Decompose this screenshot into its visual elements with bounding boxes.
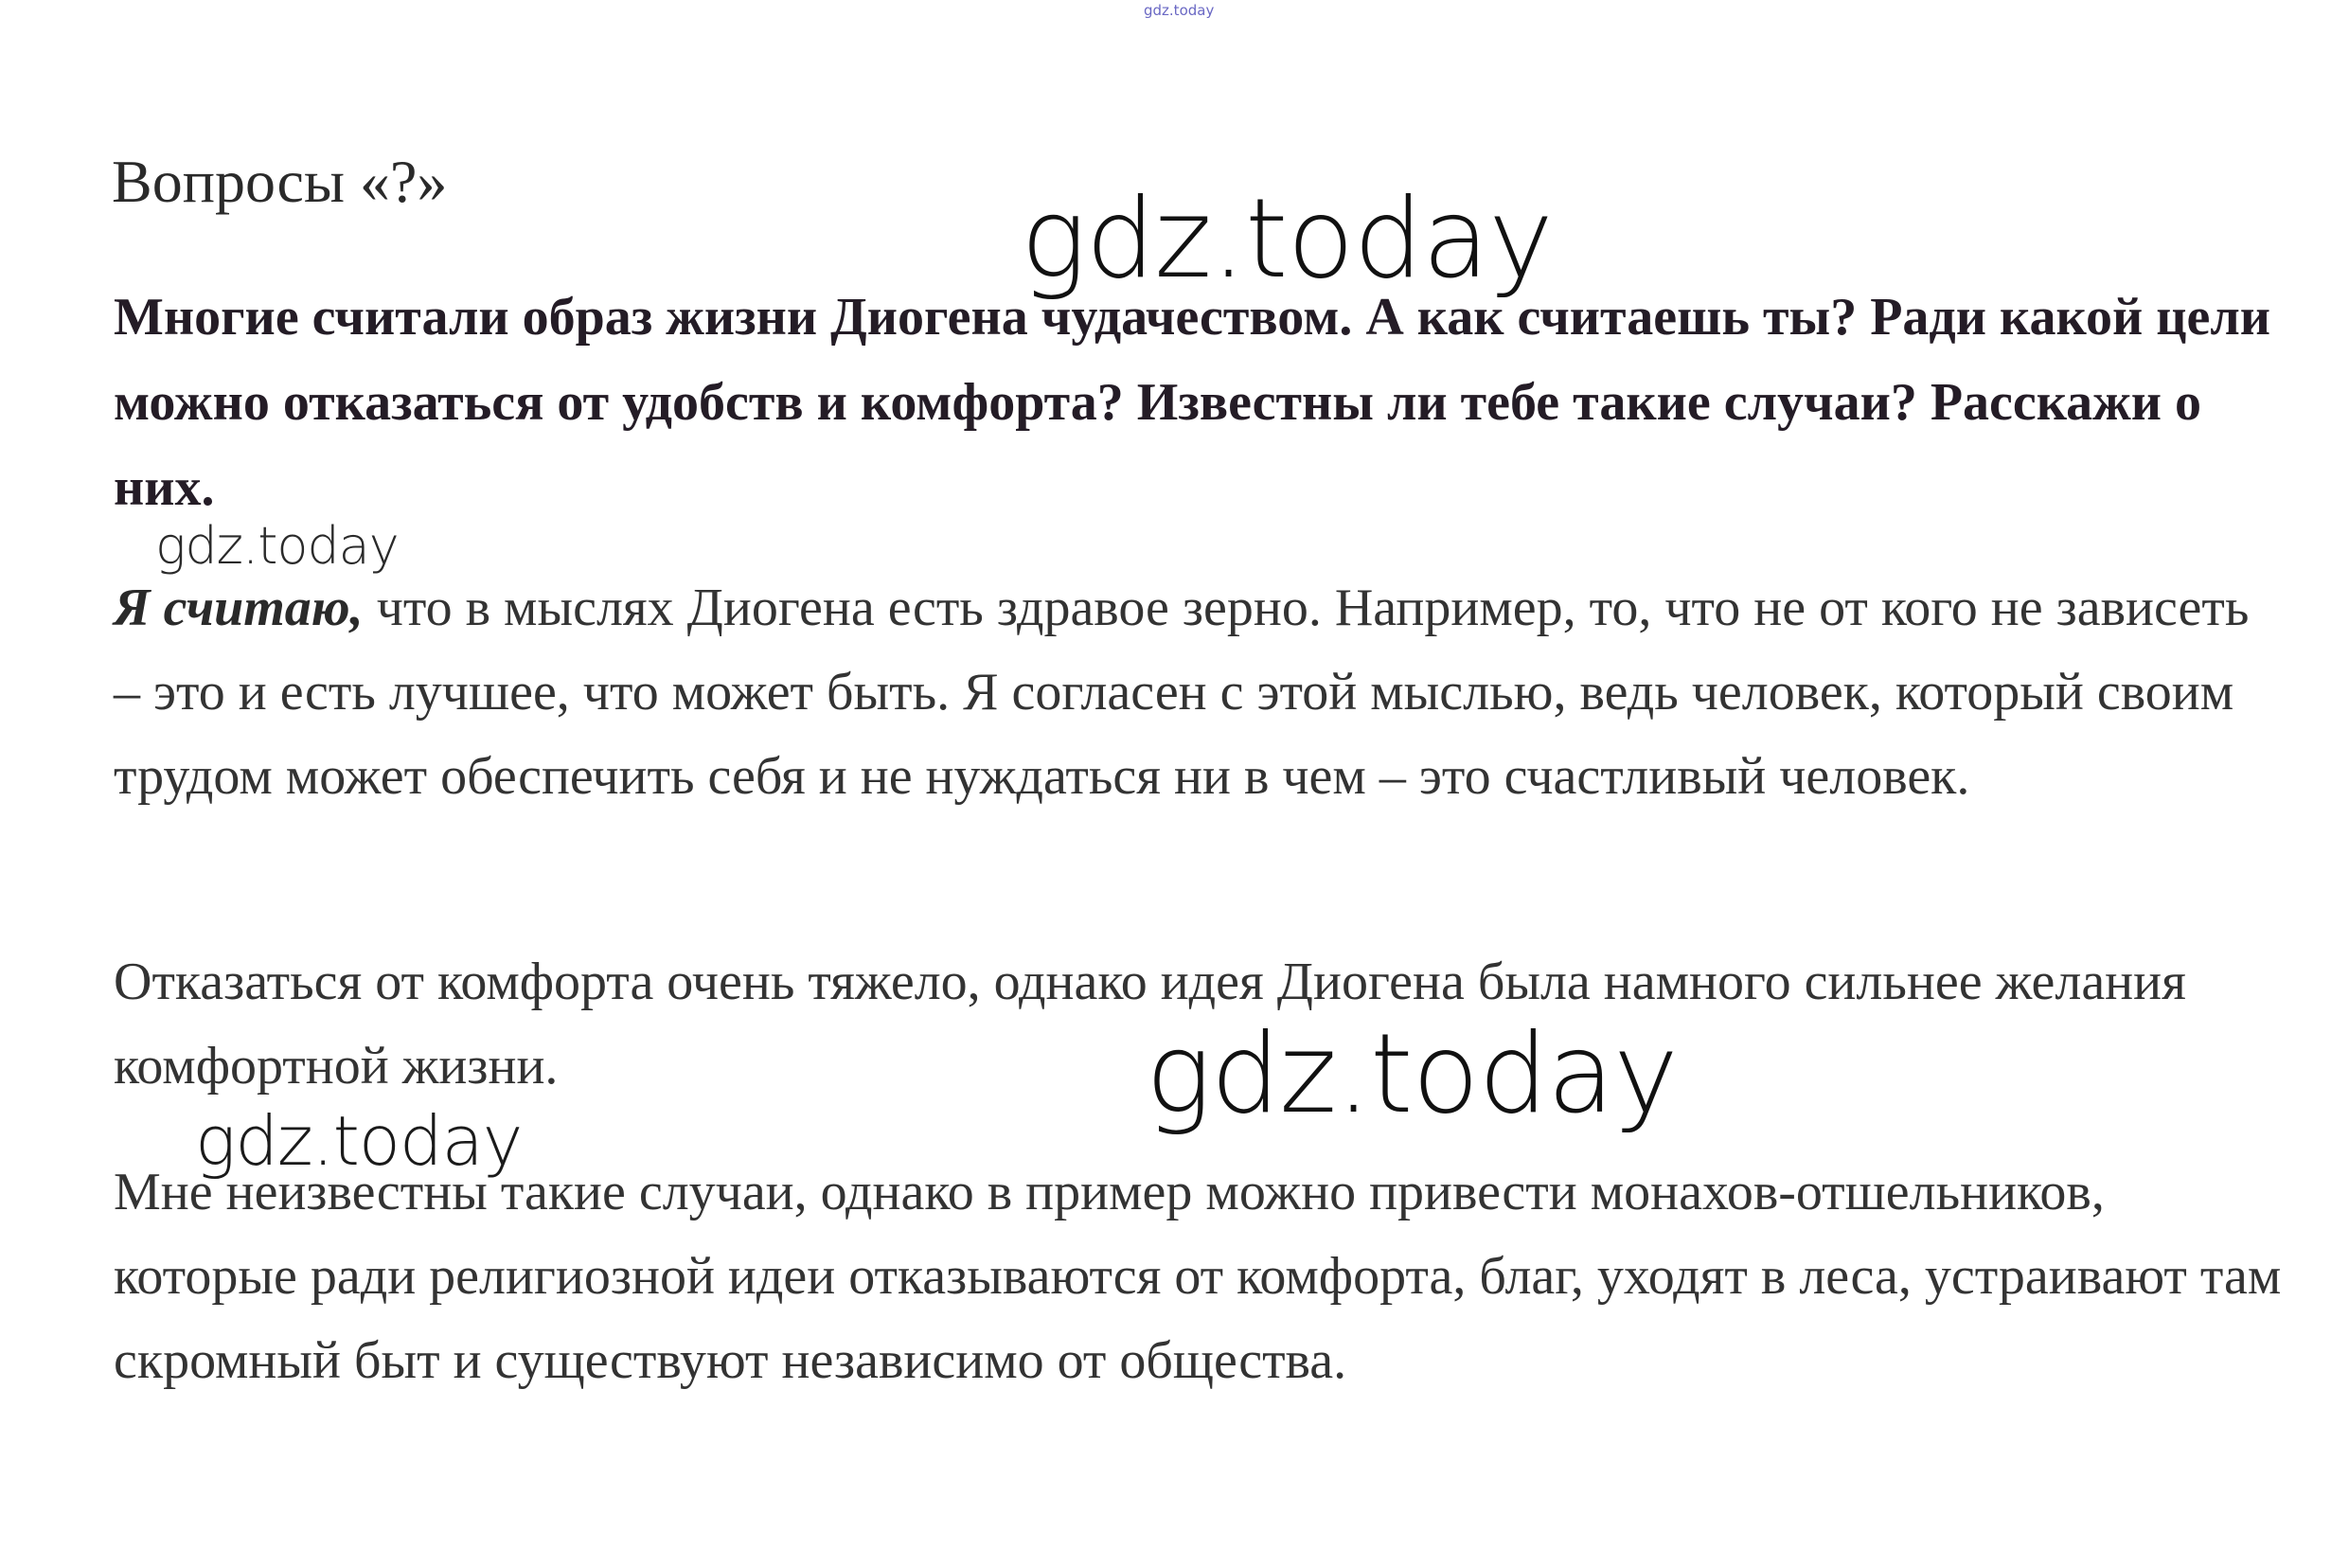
answer-paragraph-1 bbox=[114, 566, 2282, 819]
answer-paragraph-1-text: что в мыслях Диогена есть здравое зерно. Например, то, что не от кого не зависеть – это и есть лучшее, что может быть. Я согласен с этой мыслью, ведь человек, который своим трудом может обеспечить себя и не нуждаться ни в чем – это счастливый человек. bbox=[114, 579, 2250, 806]
watermark-middle: gdz.today bbox=[1146, 1010, 1678, 1138]
answer-lead: Я считаю, bbox=[114, 579, 364, 637]
question-text: Многие считали образ жизни Диогена чудачеством. А как считаешь ты? Ради какой цели можно отказаться от удобств и комфорта? Известны ли тебе такие случаи? Расскажи о них. bbox=[114, 288, 2271, 517]
answer-paragraph-3: Мне неизвестны такие случаи, однако в пример можно привести монахов-отшельников, которые ради религиозной идеи отказываются от комфорта, благ, уходят в леса, устраивают там скромный быт и существуют независимо от общества. bbox=[114, 1163, 2282, 1390]
section-heading: Вопросы «?» bbox=[112, 148, 448, 215]
answer-paragraph-2: Отказаться от комфорта очень тяжело, однако идея Диогена была намного сильнее желания комфортной жизни. bbox=[114, 953, 2186, 1096]
watermark-left-upper: gdz.today bbox=[155, 516, 399, 576]
watermark-top: gdz.today bbox=[1021, 175, 1553, 303]
watermark-left-lower: gdz.today bbox=[195, 1101, 523, 1181]
site-watermark-small: gdz.today bbox=[1144, 2, 1215, 19]
